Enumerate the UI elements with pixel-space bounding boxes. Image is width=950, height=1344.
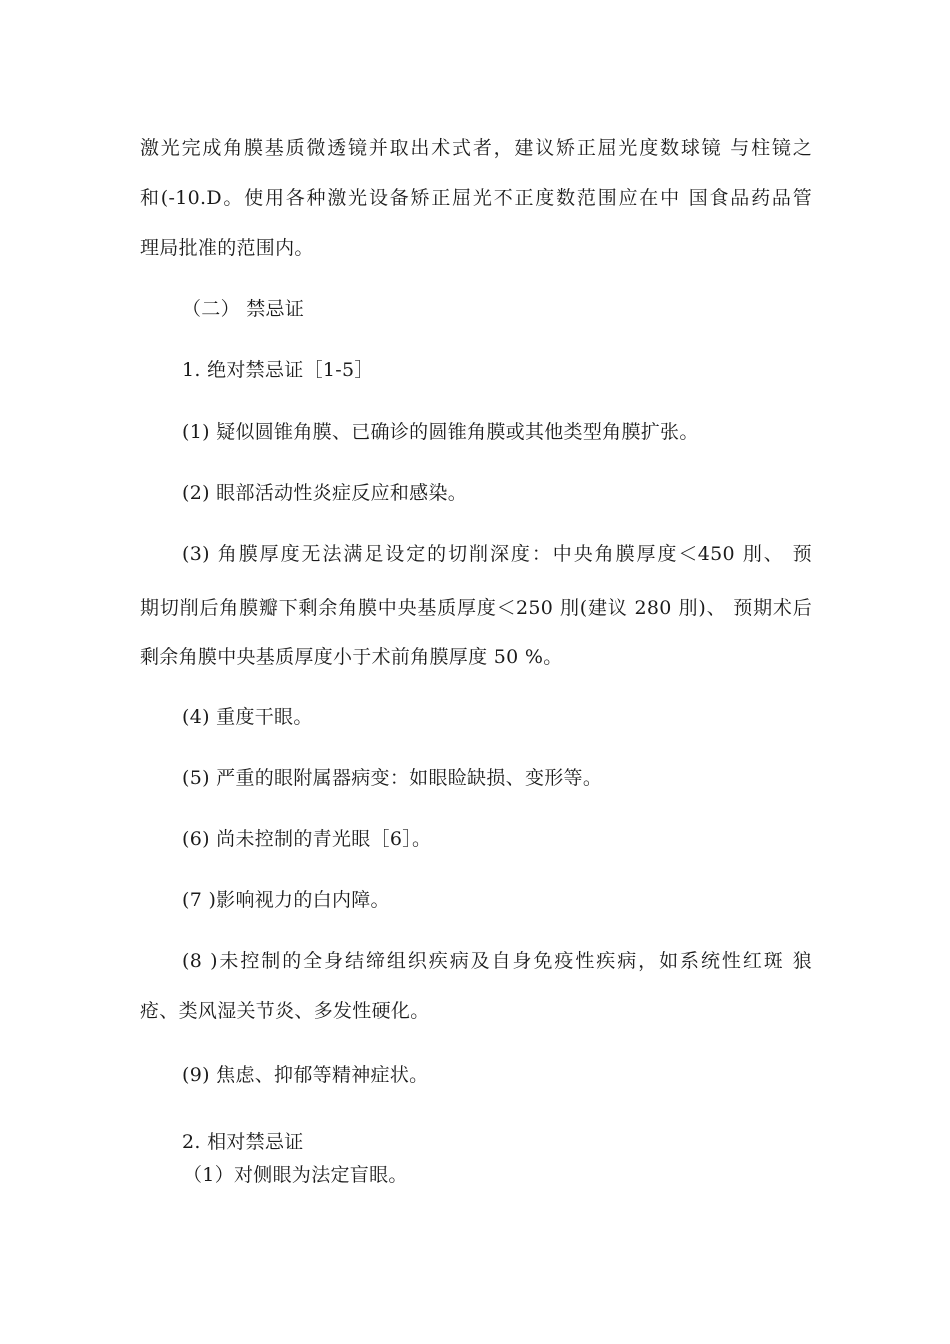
heading-absolute-contraindications: 1. 绝对禁忌证［1-5］ — [182, 359, 374, 381]
list-item-5: (5) 严重的眼附属器病变：如眼睑缺损、变形等。 — [182, 767, 603, 789]
paragraph-intro-line-3: 理局批准的范围内。 — [140, 237, 314, 259]
list-item-2: (2) 眼部活动性炎症反应和感染。 — [182, 482, 468, 504]
list-item-1: (1) 疑似圆锥角膜、已确诊的圆锥角膜或其他类型角膜扩张。 — [182, 421, 699, 443]
list-item-3-line-2: 期切削后角膜瓣下剩余角膜中央基质厚度＜250 刖(建议 280 刖)、 预期术后 — [140, 597, 812, 619]
list-item-7: (7 )影响视力的白内障。 — [182, 889, 390, 911]
list-item-4: (4) 重度干眼。 — [182, 706, 313, 728]
list-item-8-line-2: 疮、类风湿关节炎、多发性硬化。 — [140, 1000, 430, 1022]
relative-list-item-1: （1）对侧眼为法定盲眼。 — [183, 1164, 408, 1186]
list-item-3-line-1: (3) 角膜厚度无法满足设定的切削深度：中央角膜厚度＜450 刖、 预 — [182, 543, 812, 565]
paragraph-intro-line-2: 和(-10.D。使用各种激光设备矫正屈光不正度数范围应在中 国食品药品管 — [140, 187, 812, 209]
list-item-6: (6) 尚未控制的青光眼［6］。 — [182, 828, 432, 850]
list-item-3-line-3: 剩余角膜中央基质厚度小于术前角膜厚度 50 %。 — [140, 646, 563, 668]
paragraph-intro-line-1: 激光完成角膜基质微透镜并取出术式者，建议矫正屈光度数球镜 与柱镜之 — [140, 137, 812, 159]
list-item-9: (9) 焦虑、抑郁等精神症状。 — [182, 1064, 429, 1086]
list-item-8-line-1: (8 )未控制的全身结缔组织疾病及自身免疫性疾病，如系统性红斑 狼 — [182, 950, 812, 972]
section-heading-contraindications: （二） 禁忌证 — [182, 298, 305, 320]
heading-relative-contraindications: 2. 相对禁忌证 — [182, 1131, 304, 1153]
